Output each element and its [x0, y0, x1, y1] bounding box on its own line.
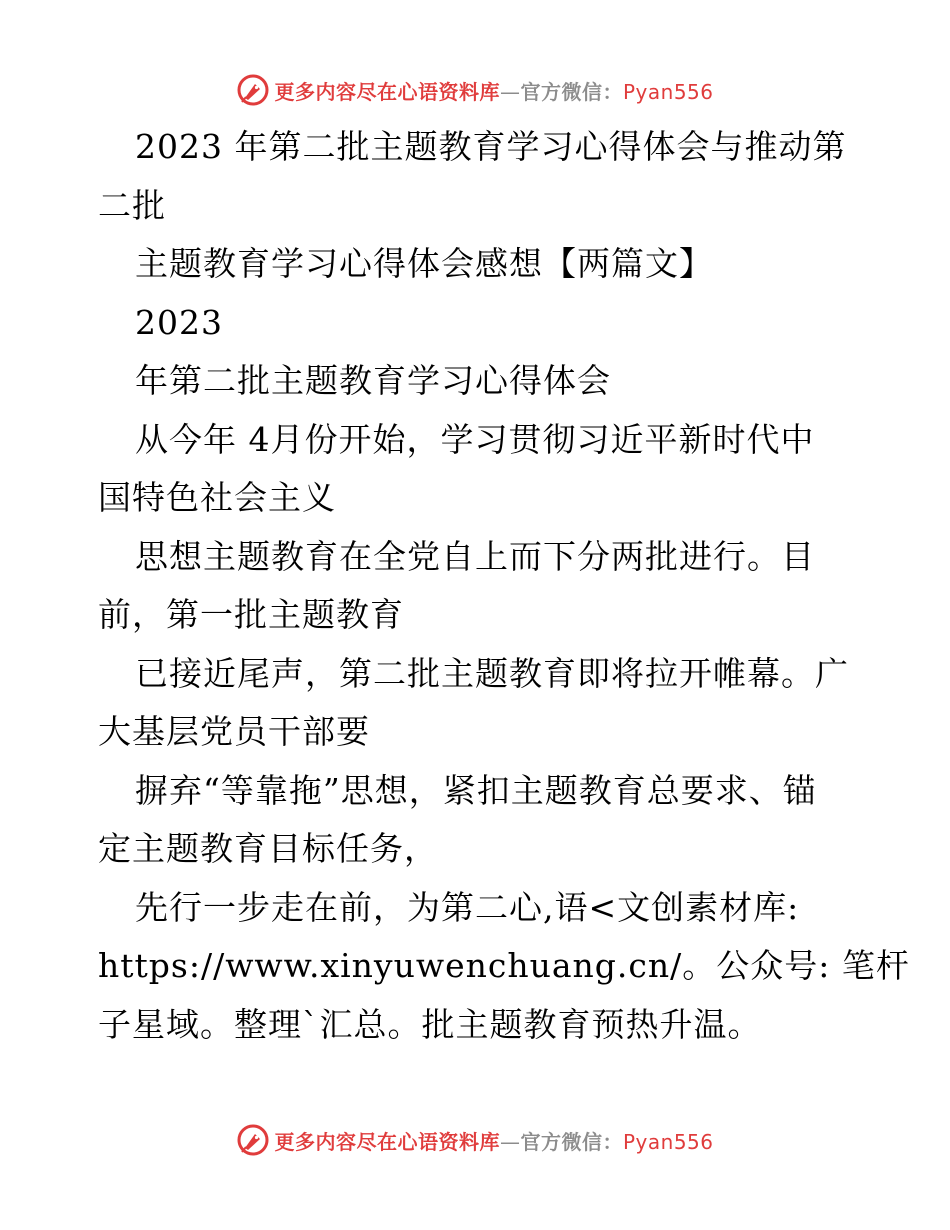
text-line: 先行一步走在前，为第二心,语<文创素材库:: [135, 887, 800, 927]
text-line: 子星域。整理`汇总。批主题教育预热升温。: [98, 1004, 762, 1044]
banner-wechat-id: Pyan556: [622, 79, 714, 104]
banner-separator: —: [499, 79, 521, 104]
banner-official-label: 官方微信：: [520, 79, 623, 104]
text-line: 摒弃“等靠拖”思想，紧扣主题教育总要求、锚: [135, 770, 817, 810]
text-line: 二批: [98, 185, 166, 225]
text-line: 国特色社会主义: [98, 478, 336, 517]
text-line: https://www.xinyuwenchuang.cn/。公众号: 笔杆: [98, 946, 910, 985]
header-banner: [0, 70, 950, 110]
banner-site-name: 更多内容尽在心语资料库: [274, 1129, 500, 1154]
banner-separator: —: [499, 1129, 521, 1154]
footer-banner: [0, 1120, 950, 1160]
text-line: 从今年 4月份开始，学习贯彻习近平新时代中: [135, 419, 815, 459]
banner-site-name: 更多内容尽在心语资料库: [274, 79, 500, 104]
banner-official-label: 官方微信：: [520, 1129, 623, 1154]
banner-text: [274, 1126, 713, 1155]
text-line: 2023: [135, 302, 223, 342]
text-line: 2023 年第二批主题教育学习心得体会与推动第: [135, 127, 847, 166]
text-line: 主题教育学习心得体会感想【两篇文】: [135, 244, 713, 283]
pen-nib-logo-icon: [236, 73, 270, 107]
banner-text: [274, 76, 713, 105]
text-line: 思想主题教育在全党自上而下分两批进行。目: [135, 536, 815, 576]
text-line: 已接近尾声，第二批主题教育即将拉开帷幕。广: [135, 653, 849, 693]
text-line: 年第二批主题教育学习心得体会: [135, 361, 611, 400]
document-body: [98, 118, 910, 1054]
text-line: 定主题教育目标任务，: [98, 829, 438, 868]
pen-nib-logo-icon: [236, 1123, 270, 1157]
text-line: 前，第一批主题教育: [98, 595, 404, 634]
text-line: 大基层党员干部要: [98, 712, 370, 751]
banner-wechat-id: Pyan556: [622, 1129, 714, 1154]
